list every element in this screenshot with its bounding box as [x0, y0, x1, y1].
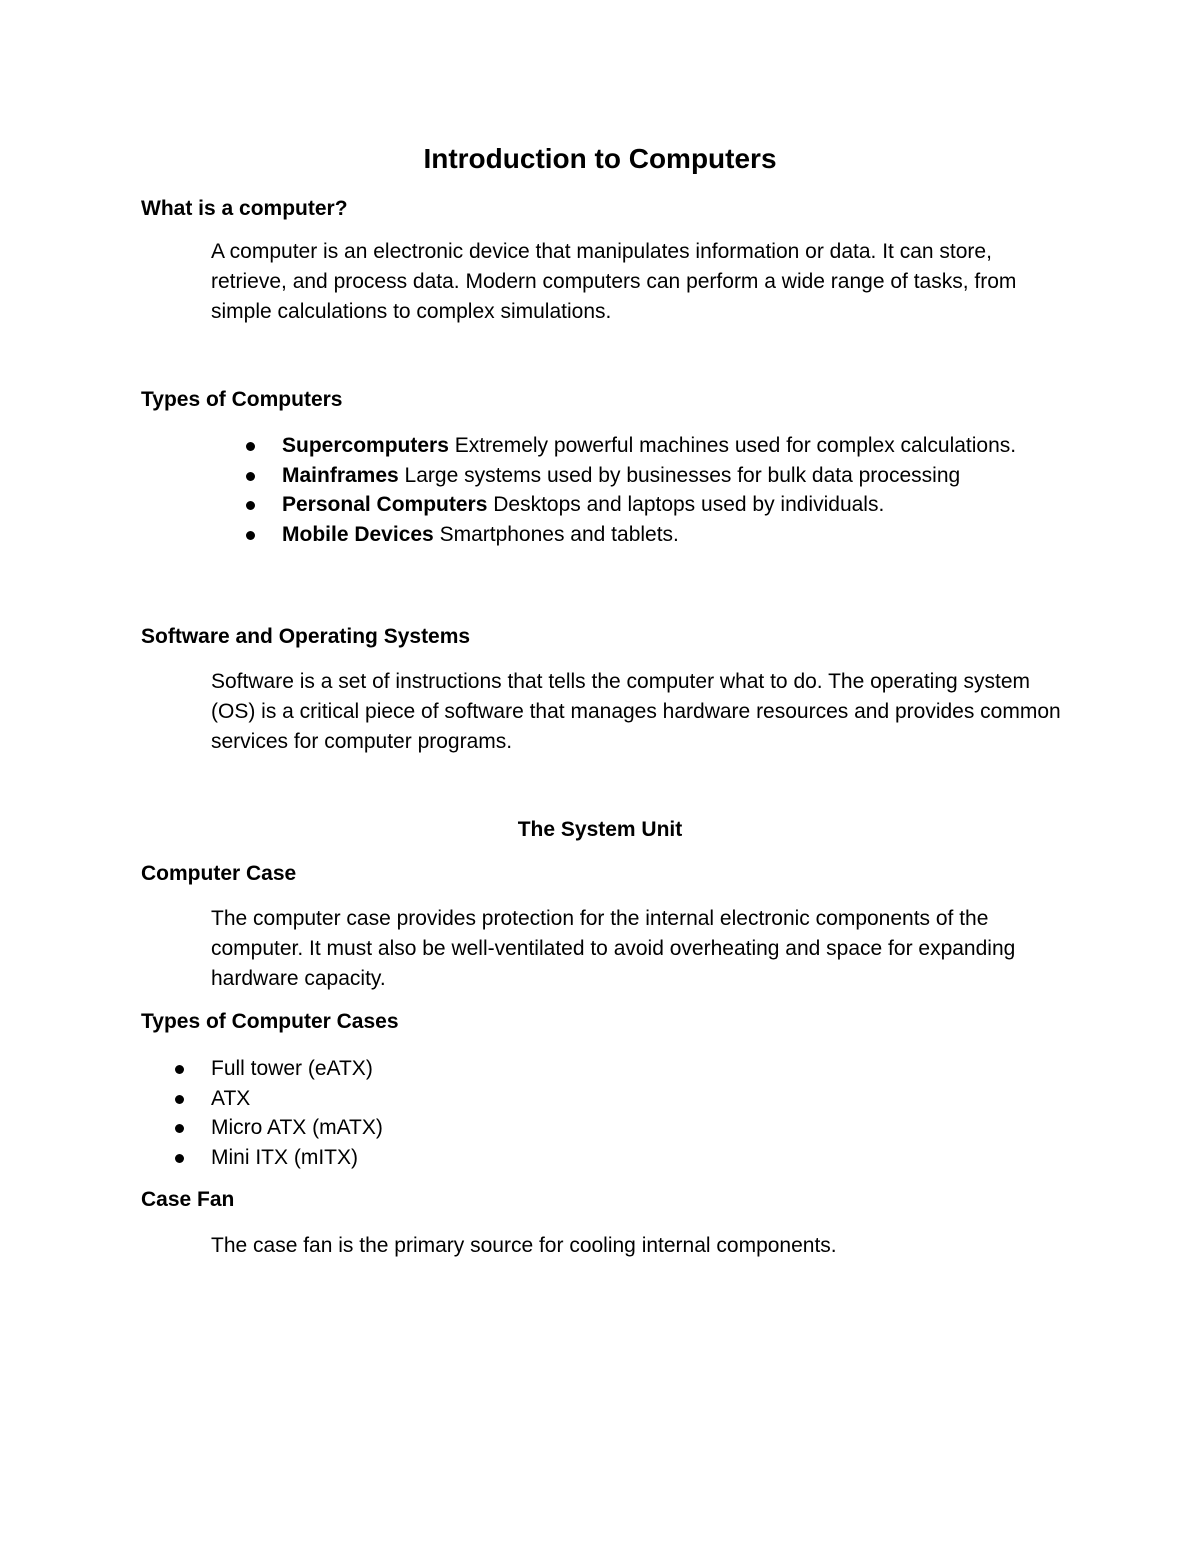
term-mainframes: Mainframes [282, 463, 399, 487]
document-title: Introduction to Computers [423, 143, 777, 174]
paragraph-what-is-computer: A computer is an electronic device that manipulates information or data. It can store, retrieve, and process data. Modern computers can perform a wide range of tasks, from simple calculations to complex simulations. [211, 240, 1017, 323]
desc-mainframes: Large systems used by businesses for bulk data processing [398, 463, 961, 487]
case-type-micro-atx: Micro ATX (mATX) [211, 1116, 383, 1139]
bullet-icon [246, 501, 255, 510]
case-type-atx: ATX [211, 1086, 251, 1110]
list-item [211, 1054, 811, 1084]
bullet-icon [175, 1124, 184, 1133]
heading-software-os: Software and Operating Systems [141, 625, 471, 648]
list-item [211, 1143, 811, 1173]
term-supercomputers: Supercomputers [282, 434, 449, 457]
case-type-mini-itx: Mini ITX (mITX) [211, 1145, 358, 1169]
paragraph-software-os: Software is a set of instructions that tells the computer what to do. The operating system (OS) is a critical piece of software that manages hardware resources and provides common services for computer programs. [211, 670, 1061, 753]
bullet-icon [175, 1095, 184, 1104]
case-type-full-tower: Full tower (eATX) [211, 1057, 373, 1080]
heading-types-of-computers: Types of Computers [141, 388, 343, 411]
bullet-icon [175, 1065, 184, 1074]
heading-case-fan: Case Fan [141, 1188, 235, 1211]
desc-mobile-devices: Smartphones and tablets. [433, 522, 679, 546]
types-of-cases-list [211, 1054, 811, 1172]
bullet-icon [175, 1154, 184, 1163]
heading-system-unit: The System Unit [517, 818, 683, 841]
heading-what-is-computer: What is a computer? [141, 197, 348, 220]
desc-supercomputers: Extremely powerful machines used for complex calculations. [448, 434, 1017, 457]
list-item [211, 1084, 811, 1114]
bullet-icon [246, 442, 255, 451]
list-item [282, 520, 1062, 550]
list-item [282, 431, 1062, 461]
paragraph-case-fan: The case fan is the primary source for cooling internal components. [211, 1234, 837, 1257]
desc-personal-computers: Desktops and laptops used by individuals. [487, 493, 885, 516]
bullet-icon [246, 531, 255, 540]
paragraph-computer-case: The computer case provides protection for the internal electronic components of the computer. It must also be well-ventilated to avoid overheating and space for expanding hardware capacity. [211, 907, 1016, 990]
types-of-computers-list [282, 431, 1062, 549]
heading-computer-case: Computer Case [141, 862, 297, 885]
list-item [282, 490, 1062, 520]
list-item [211, 1113, 811, 1143]
list-item [282, 461, 1062, 491]
bullet-icon [246, 472, 255, 481]
heading-types-of-cases: Types of Computer Cases [141, 1010, 399, 1033]
term-personal-computers: Personal Computers [282, 493, 488, 516]
term-mobile-devices: Mobile Devices [282, 522, 434, 546]
